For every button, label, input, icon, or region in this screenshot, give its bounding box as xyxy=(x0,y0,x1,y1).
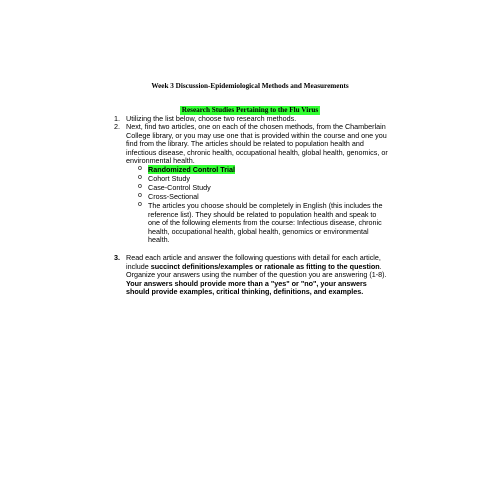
document-subtitle: Research Studies Pertaining to the Flu Virus xyxy=(181,106,319,114)
list-text xyxy=(126,254,392,297)
document-title: Week 3 Discussion-Epidemiological Methods and Measurements xyxy=(151,82,349,90)
list-number: 1. xyxy=(114,114,120,123)
bullet-icon: o xyxy=(138,192,142,199)
list-number: 3. xyxy=(114,253,120,262)
bullet-icon: o xyxy=(138,183,142,190)
sub-item-text: Cross-Sectional xyxy=(148,192,199,201)
item3-bold2: Your answers should provide more than a "yes" or "no", your answers should provide examples, critical thinking, definitions, and examples. xyxy=(126,278,367,297)
sub-item-text: Case-Control Study xyxy=(148,183,211,192)
item3-part1: Read each article and answer the following questions with detail for each article, include xyxy=(126,253,381,271)
highlighted-method: Randomized Control Trial xyxy=(148,165,236,174)
list-text: Utilizing the list below, choose two research methods. xyxy=(126,114,297,123)
bullet-icon: o xyxy=(138,165,142,172)
bullet-icon: o xyxy=(138,201,142,208)
list-text: Next, find two articles, one on each of the chosen methods, from the Chamberlain College library, or you may use one that is provided within the course and one you find from the library. The articles should be related to population health and infectious disease, chronic health, occupational health, global health, genomics, or environmental health. xyxy=(126,122,388,166)
bullet-icon: o xyxy=(138,174,142,181)
item3-bold1: succinct definitions/examples or rationale as fitting to the question xyxy=(150,261,380,271)
sub-item-text: The articles you choose should be completely in English (this includes the reference list). They should be related to population health and speak to one of the following elements from the course: Infectious disease, chronic health, occupational health, global health, genomics or environmental health. xyxy=(148,201,383,245)
sub-item-text: Cohort Study xyxy=(148,174,190,183)
item3-part2: . Organize your answers using the number of the question you are answering (1-8). xyxy=(126,261,387,280)
list-number: 2. xyxy=(114,122,120,131)
